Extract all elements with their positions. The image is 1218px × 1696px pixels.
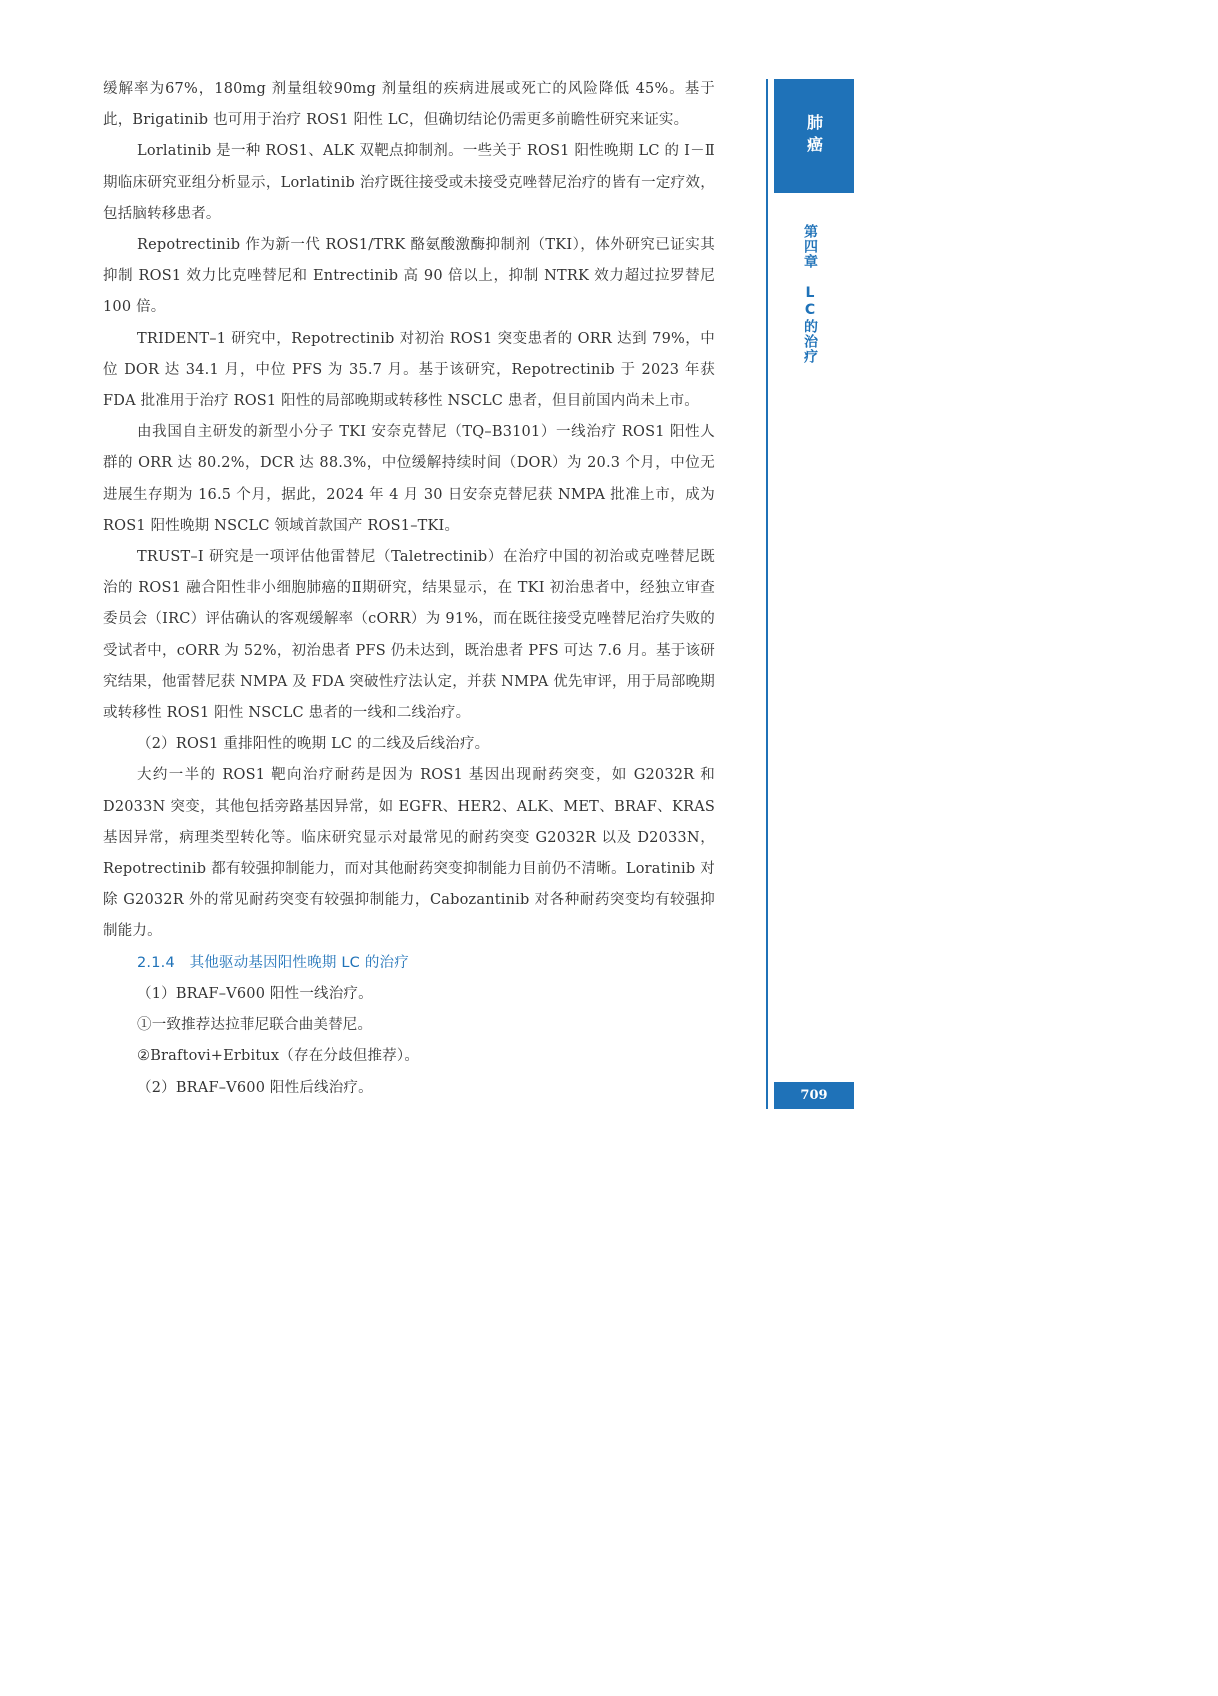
paragraph-resistance: 大约一半的 ROS1 靶向治疗耐药是因为 ROS1 基因出现耐药突变，如 G2032R 和 D2033N 突变，其他包括旁路基因异常，如 EGFR、HER2、ALK、MET、BRAF、KRAS 基因异常，病理类型转化等。临床研究显示对最常见的耐药突变 G2032R 以及 D2033N，Repotrectinib 都有较强抑制能力，而对其他耐药突变抑制能力目前仍不清晰。Loratinib 对除 G2032R 外的常见耐药突变有较强抑制能力，Cabozantinib 对各种耐药突变均有较强抑制能力。: [103, 767, 716, 940]
list-item: ①一致推荐达拉菲尼联合曲美替尼。: [137, 1017, 373, 1034]
body-text: [103, 74, 715, 1104]
paragraph-trust-i: TRUST–I 研究是一项评估他雷替尼（Taletrectinib）在治疗中国的初治或克唑替尼既治的 ROS1 融合阳性非小细胞肺癌的Ⅱ期研究，结果显示，在 TKI 初治患者中，经独立审查委员会（IRC）评估确认的客观缓解率（cORR）为 91%，而在既往接受克唑替尼治疗失败的受试者中，cORR 为 52%，初治患者 PFS 仍未达到，既治患者 PFS 可达 7.6 月。基于该研究结果，他雷替尼获 NMPA 及 FDA 突破性疗法认定，并获 NMPA 优先审评，用于局部晚期或转移性 ROS1 阳性 NSCLC 患者的一线和二线治疗。: [103, 549, 715, 722]
paragraph-second-line-title: （2）ROS1 重排阳性的晚期 LC 的二线及后线治疗。: [137, 736, 490, 753]
paragraph-lorlatinib: Lorlatinib 是一种 ROS1、ALK 双靶点抑制剂。一些关于 ROS1 阳性晚期 LC 的 Ⅰ－Ⅱ期临床研究亚组分析显示，Lorlatinib 治疗既往接受或未接受克唑替尼治疗的皆有一定疗效，包括脑转移患者。: [103, 143, 715, 222]
paragraph-brigatinib-cont: 缓解率为67%，180mg 剂量组较90mg 剂量组的疾病进展或死亡的风险降低 45%。基于此，Brigatinib 也可用于治疗 ROS1 阳性 LC，但确切结论仍需更多前瞻性研究来证实。: [103, 81, 715, 129]
chapter-label: [796, 224, 820, 364]
list-item: （1）BRAF–V600 阳性一线治疗。: [137, 985, 373, 1002]
section-heading: 2.1.4 其他驱动基因阳性晚期 LC 的治疗: [137, 954, 409, 971]
page-number: 709: [800, 1088, 828, 1103]
section-tab-label: 肺癌: [804, 114, 824, 158]
paragraph-repotrectinib: Repotrectinib 作为新一代 ROS1/TRK 酪氨酸激酶抑制剂（TKI），体外研究已证实其抑制 ROS1 效力比克唑替尼和 Entrectinib 高 90 倍以上，抑制 NTRK 效力超过拉罗替尼 100 倍。: [103, 237, 715, 316]
page-number-box: [774, 1082, 854, 1109]
chapter-number: 第四章: [802, 224, 818, 269]
sidebar-divider: [766, 79, 768, 1109]
paragraph-trident-1: TRIDENT–1 研究中，Repotrectinib 对初治 ROS1 突变患者的 ORR 达到 79%，中位 DOR 达 34.1 月，中位 PFS 为 35.7 月。基于该研究，Repotrectinib 于 2023 年获 FDA 批准用于治疗 ROS1 阳性的局部晚期或转移性 NSCLC 患者，但目前国内尚未上市。: [103, 330, 715, 410]
list-item: （2）BRAF–V600 阳性后线治疗。: [137, 1079, 373, 1096]
list-item: ②Braftovi+Erbitux（存在分歧但推荐）。: [137, 1048, 420, 1065]
section-tab: [774, 79, 854, 193]
chapter-title: LC的治疗: [802, 285, 818, 364]
paragraph-ensartinib: 由我国自主研发的新型小分子 TKI 安奈克替尼（TQ–B3101）一线治疗 ROS1 阳性人群的 ORR 达 80.2%，DCR 达 88.3%，中位缓解持续时间（DOR）为 20.3 个月，中位无进展生存期为 16.5 个月，据此，2024 年 4 月 30 日安奈克替尼获 NMPA 批准上市，成为 ROS1 阳性晚期 NSCLC 领域首款国产 ROS1–TKI。: [103, 424, 715, 534]
